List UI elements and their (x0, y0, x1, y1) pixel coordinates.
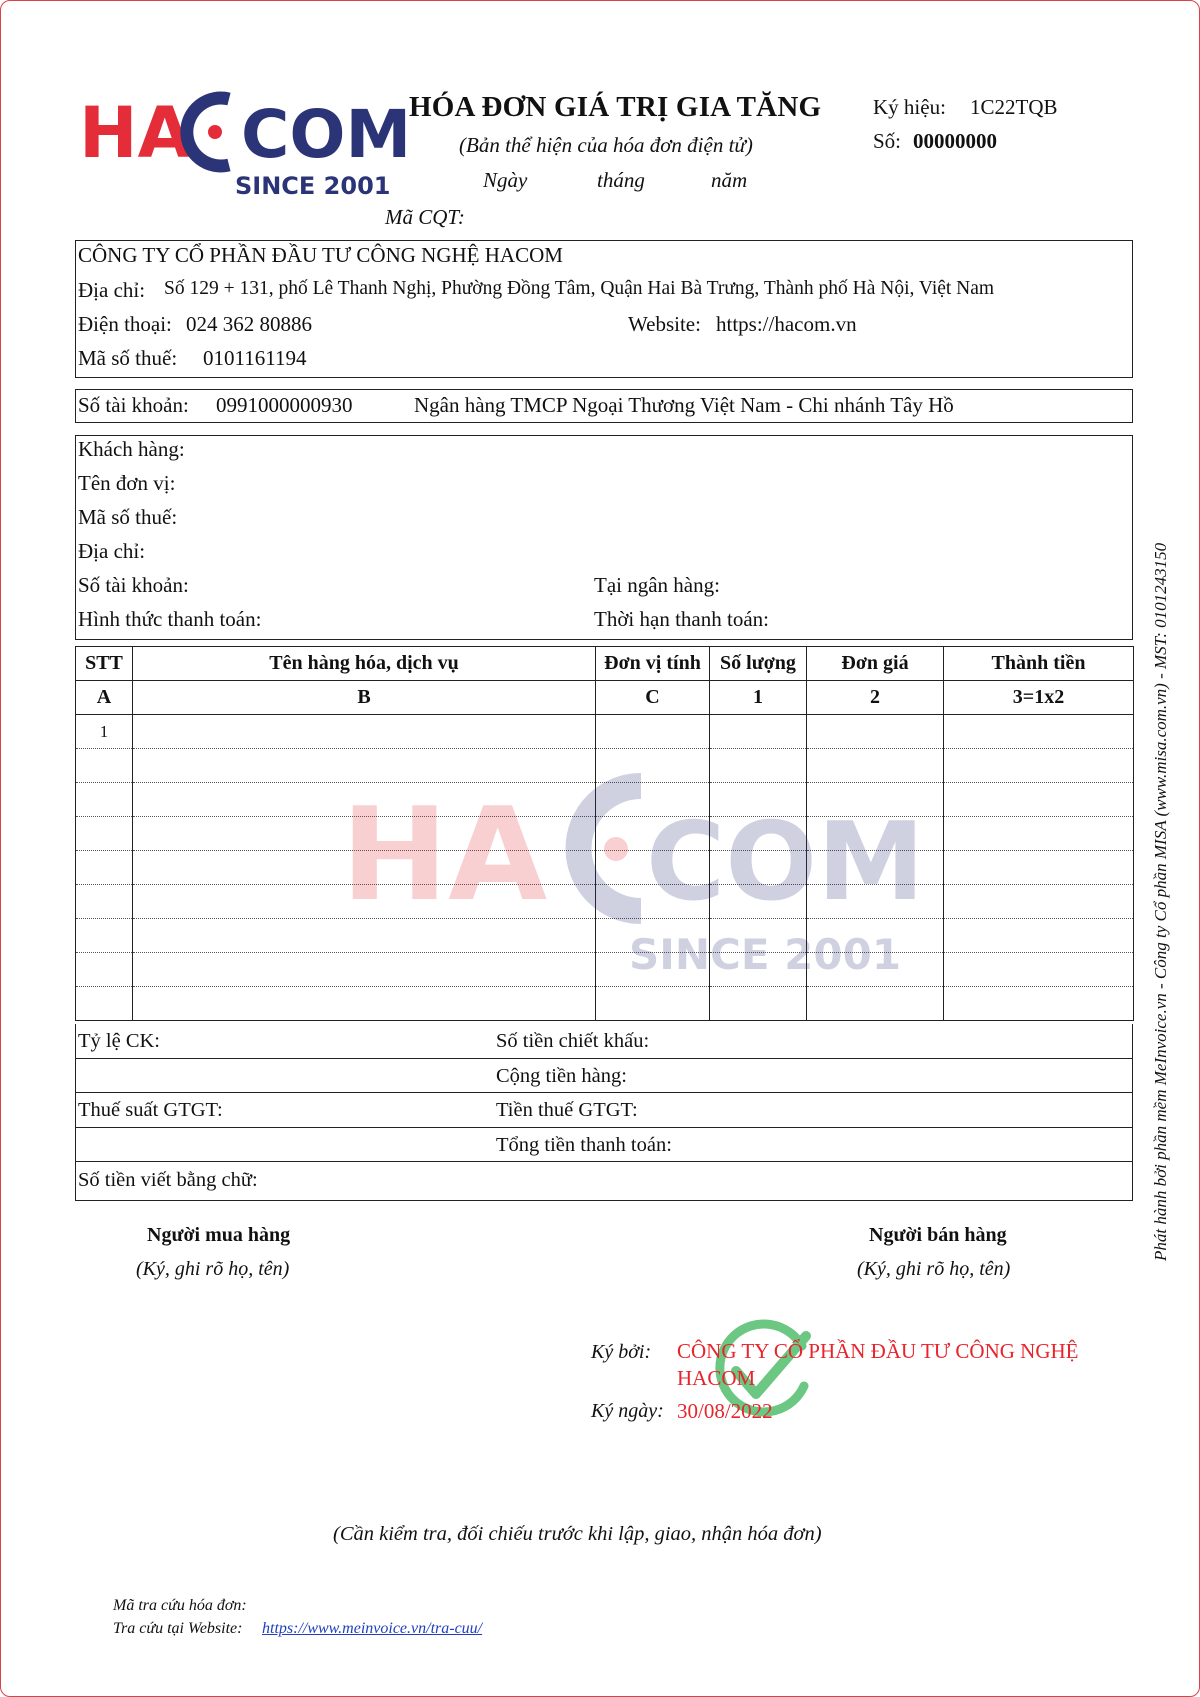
seller-phone-label: Điện thoại: (78, 312, 172, 336)
date-year-label: năm (711, 168, 748, 192)
buyer-address-label: Địa chỉ: (78, 539, 146, 563)
subtotal-label: Cộng tiền hàng: (496, 1064, 627, 1087)
items-code-row (76, 681, 1134, 715)
totals-row-in-words (76, 1162, 1132, 1200)
seller-website-label: Website: (628, 312, 701, 336)
date-day-label: Ngày (483, 168, 528, 192)
totals-row-subtotal (76, 1059, 1132, 1094)
serial-label: Ký hiệu: (873, 95, 946, 119)
row-unit (596, 715, 710, 749)
code-b: B (133, 681, 596, 715)
watermark-com-text: COM (646, 800, 925, 925)
invoice-number-value: 00000000 (913, 129, 997, 153)
seller-account-label: Số tài khoản: (78, 393, 189, 417)
header-quantity: Số lượng (710, 647, 807, 681)
totals-row-discount (76, 1024, 1132, 1059)
logo-ha-text: HA (79, 92, 192, 174)
totals-row-vat (76, 1093, 1132, 1128)
buyer-tax-label: Mã số thuế: (78, 505, 178, 529)
cqt-code-label: Mã CQT: (385, 205, 465, 229)
seller-account-value: 0991000000930 (216, 393, 353, 417)
seller-tax-label: Mã số thuế: (78, 346, 178, 370)
table-row-empty (76, 987, 1134, 1021)
discount-rate-label: Tỷ lệ CK: (78, 1030, 160, 1052)
seller-company-name: CÔNG TY CỔ PHẦN ĐẦU TƯ CÔNG NGHỆ HACOM (78, 243, 563, 267)
table-row-empty (76, 953, 1134, 987)
table-row-empty (76, 749, 1134, 783)
seller-phone-value: 024 362 80886 (186, 312, 312, 336)
code-3: 3=1x2 (944, 681, 1134, 715)
issuer-vertical-note: Phát hành bởi phần mềm MeInvoice.vn - Công ty Cổ phần MISA (www.misa.com.vn) - MST: 0101243150 (1151, 542, 1170, 1261)
seller-signature-title: Người bán hàng (869, 1224, 1007, 1246)
row-unit-price (807, 715, 944, 749)
code-2: 2 (807, 681, 944, 715)
seller-address-value: Số 129 + 131, phố Lê Thanh Nghị, Phường Đồng Tâm, Quận Hai Bà Trưng, Thành phố Hà Nội, Việt Nam (164, 278, 995, 299)
invoice-subtitle: (Bản thể hiện của hóa đơn điện tử) (459, 133, 753, 157)
code-c: C (596, 681, 710, 715)
table-row-empty (76, 783, 1134, 817)
header-item-name: Tên hàng hóa, dịch vụ (133, 647, 596, 681)
code-1: 1 (710, 681, 807, 715)
logo-c-mark (187, 98, 229, 166)
lookup-site-link[interactable]: https://www.meinvoice.vn/tra-cuu/ (262, 1620, 483, 1637)
buyer-info-box (75, 435, 1133, 640)
header-unit: Đơn vị tính (596, 647, 710, 681)
header-unit-price: Đơn giá (807, 647, 944, 681)
hacom-logo-graphic (79, 87, 412, 200)
buyer-account-label: Số tài khoản: (78, 573, 189, 597)
signed-by-value: CÔNG TY CỔ PHẦN ĐẦU TƯ CÔNG NGHỆ HACOM (677, 1339, 1079, 1390)
hacom-logo (79, 87, 412, 200)
seller-signature-note: (Ký, ghi rõ họ, tên) (857, 1258, 1011, 1280)
buyer-signature-title: Người mua hàng (147, 1224, 291, 1246)
lookup-code-label: Mã tra cứu hóa đơn: (113, 1597, 247, 1614)
totals-box (75, 1024, 1133, 1201)
signed-date-value: 30/08/2022 (677, 1399, 773, 1423)
discount-amount-label: Số tiền chiết khấu: (496, 1030, 650, 1052)
table-row-empty (76, 851, 1134, 885)
signed-date-label: Ký ngày: (591, 1400, 664, 1422)
vat-amount-label: Tiền thuế GTGT: (496, 1099, 638, 1121)
row-item-name (133, 715, 596, 749)
seller-address-label: Địa chỉ: (78, 278, 146, 302)
table-row-empty (76, 817, 1134, 851)
buyer-deadline-label: Thời hạn thanh toán: (594, 607, 769, 631)
header-stt: STT (76, 647, 133, 681)
seller-info-box (75, 240, 1133, 378)
seller-tax-value: 0101161194 (203, 346, 307, 370)
date-month-label: tháng (597, 168, 645, 192)
buyer-unit-label: Tên đơn vị: (78, 471, 176, 495)
watermark-tagline: SINCE 2001 (629, 930, 902, 979)
table-row-empty (76, 885, 1134, 919)
signed-by-label: Ký bởi: (591, 1341, 652, 1363)
items-header-row (76, 647, 1134, 681)
table-row (76, 715, 1134, 749)
amount-in-words-label: Số tiền viết bằng chữ: (78, 1169, 258, 1191)
header-amount: Thành tiền (944, 647, 1134, 681)
logo-tagline: SINCE 2001 (235, 172, 391, 200)
seller-account-box (75, 389, 1133, 423)
invoice-number-label: Số: (873, 129, 902, 153)
row-stt: 1 (76, 715, 133, 749)
seller-bank-value: Ngân hàng TMCP Ngoại Thương Việt Nam - Chi nhánh Tây Hồ (414, 393, 954, 417)
buyer-payment-label: Hình thức thanh toán: (78, 607, 262, 631)
buyer-bank-label: Tại ngân hàng: (594, 573, 720, 597)
serial-value: 1C22TQB (970, 95, 1058, 119)
buyer-customer-label: Khách hàng: (78, 437, 185, 461)
table-row-empty (76, 919, 1134, 953)
code-a: A (76, 681, 133, 715)
invoice-title: HÓA ĐƠN GIÁ TRỊ GIA TĂNG (409, 91, 822, 123)
lookup-site-label: Tra cứu tại Website: (113, 1620, 243, 1637)
verification-note: (Cần kiểm tra, đối chiếu trước khi lập, giao, nhận hóa đơn) (333, 1523, 822, 1545)
row-amount (944, 715, 1134, 749)
vat-rate-label: Thuế suất GTGT: (78, 1099, 223, 1121)
totals-row-grand-total (76, 1128, 1132, 1163)
items-table (75, 646, 1134, 1021)
watermark-ha-text: HA (341, 781, 548, 930)
grand-total-label: Tổng tiền thanh toán: (496, 1133, 672, 1156)
seller-website-value: https://hacom.vn (716, 312, 857, 336)
row-quantity (710, 715, 807, 749)
buyer-signature-note: (Ký, ghi rõ họ, tên) (136, 1258, 290, 1280)
items-table-wrap (75, 646, 1133, 1021)
logo-com-text: COM (241, 96, 412, 173)
